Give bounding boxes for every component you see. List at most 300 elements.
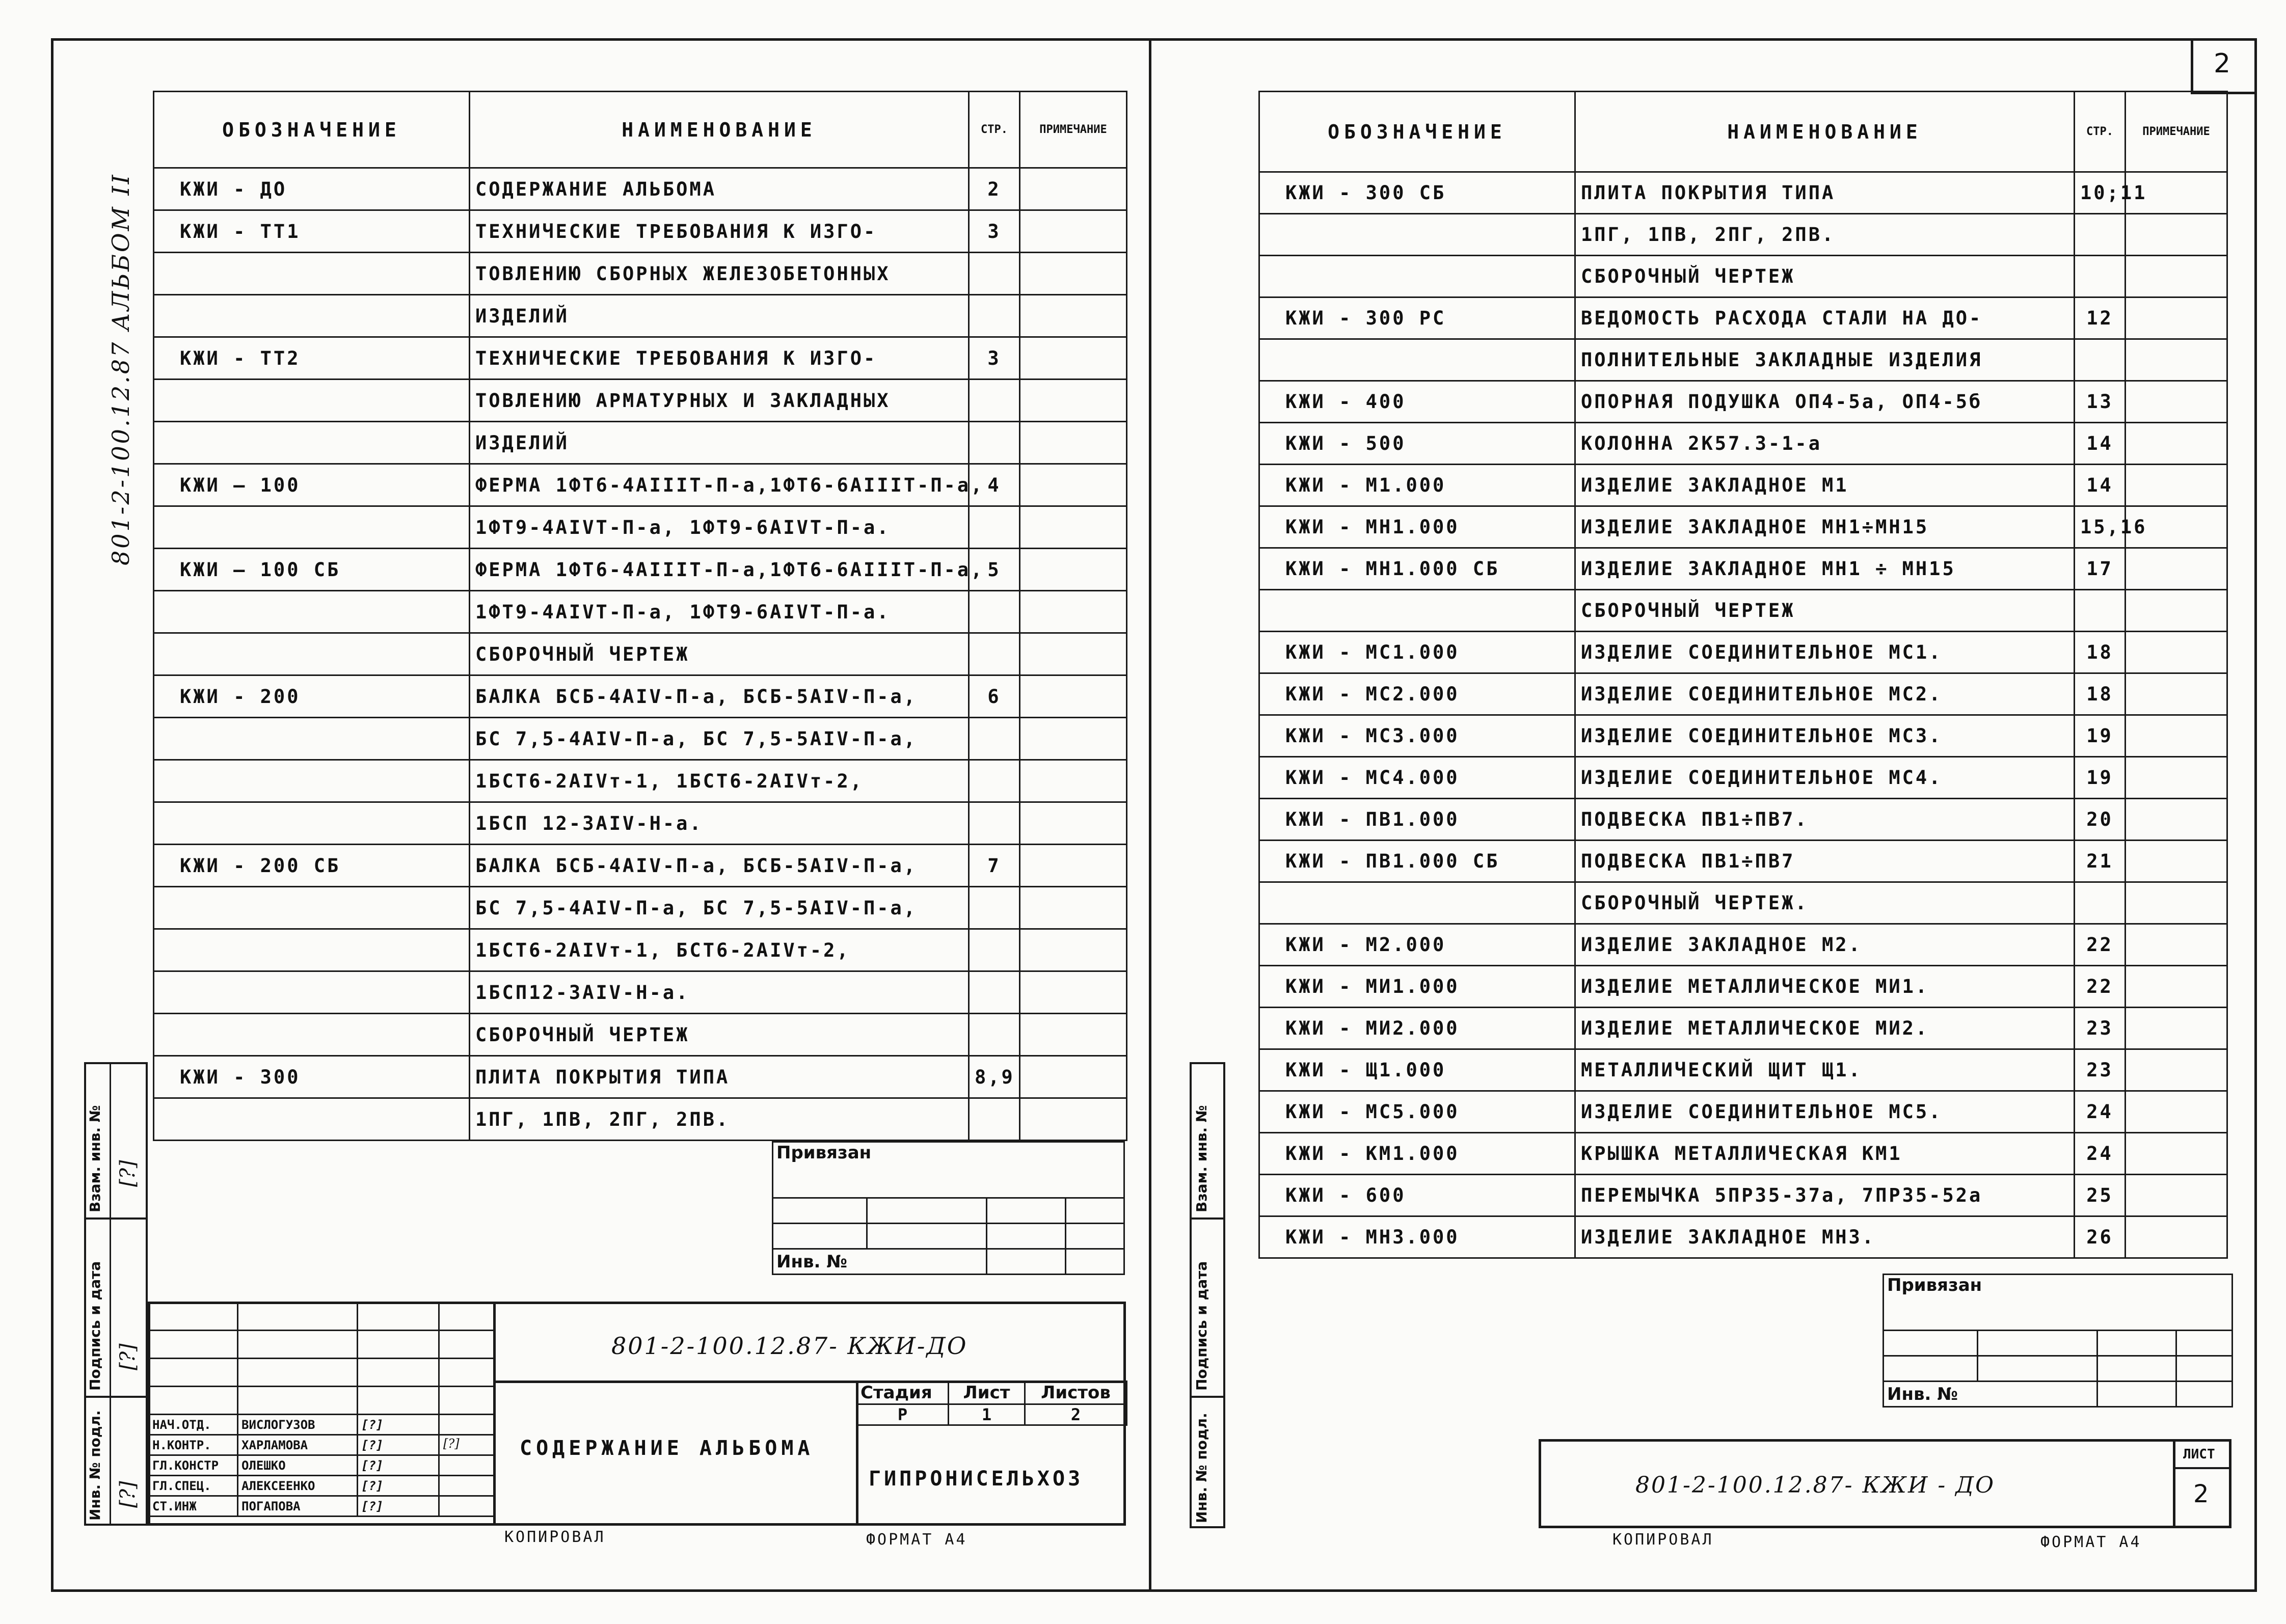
row-code (1259, 214, 1575, 256)
row-code (154, 633, 470, 675)
row-page (969, 422, 1020, 464)
row-name: КОЛОННА 2К57.3-1-а (1575, 423, 2075, 465)
row-note (1020, 845, 1127, 887)
row-note (1020, 295, 1127, 337)
row-note (1020, 1056, 1127, 1098)
row-code: КЖИ - КМ1.000 (1259, 1133, 1575, 1175)
row-page (969, 802, 1020, 845)
row-page: 20 (2075, 799, 2126, 841)
row-name: ИЗДЕЛИЕ СОЕДИНИТЕЛЬНОЕ МС2. (1575, 673, 2075, 715)
row-page: 26 (2075, 1216, 2126, 1258)
row-note (2126, 590, 2227, 632)
table-row (1259, 381, 2227, 423)
header-note: ПРИМЕЧАНИЕ (2126, 92, 2227, 172)
side-label-podpis: Подпись и дата (87, 1261, 103, 1391)
row-page (969, 971, 1020, 1014)
row-page (2075, 590, 2126, 632)
row-name: ИЗДЕЛИЕ МЕТАЛЛИЧЕСКОЕ МИ1. (1575, 966, 2075, 1008)
row-page: 5 (969, 549, 1020, 591)
header-note: ПРИМЕЧАНИЕ (1020, 92, 1127, 168)
doc-title: СОДЕРЖАНИЕ АЛЬБОМА (520, 1437, 814, 1460)
table-row (154, 210, 1127, 253)
row-name: СОДЕРЖАНИЕ АЛЬБОМА (470, 168, 969, 210)
row-page: 19 (2075, 715, 2126, 757)
row-note (2126, 924, 2227, 966)
side-label-vzam: Взам. инв. № (1193, 1105, 1210, 1212)
designation: 801-2-100.12.87- КЖИ-ДО (611, 1332, 968, 1360)
row-note (1020, 380, 1127, 422)
table-row (154, 887, 1127, 929)
row-code (1259, 339, 1575, 381)
row-note (1020, 1098, 1127, 1141)
row-name: БАЛКА БСБ-4АIV-П-а, БСБ-5АIV-П-а, (470, 845, 969, 887)
staff-name: ПОГАПОВА (238, 1496, 358, 1517)
row-code: КЖИ - 600 (1259, 1175, 1575, 1216)
row-note (1020, 549, 1127, 591)
table-row (1259, 715, 2227, 757)
side-label-inv: Инв. № подл. (87, 1410, 103, 1521)
row-name: СБОРОЧНЫЙ ЧЕРТЕЖ. (1575, 882, 2075, 924)
table-row (1259, 1049, 2227, 1091)
row-note (2126, 882, 2227, 924)
table-row (1259, 841, 2227, 882)
row-page: 14 (2075, 423, 2126, 465)
row-note (2126, 214, 2227, 256)
row-page: 23 (2075, 1049, 2126, 1091)
left-contents-table (153, 91, 1127, 1141)
inv-no-label: Инв. № (776, 1251, 848, 1272)
table-row (1259, 506, 2227, 548)
row-note (1020, 253, 1127, 295)
row-code: КЖИ - ТТ1 (154, 210, 470, 253)
row-note (1020, 887, 1127, 929)
row-page: 4 (969, 464, 1020, 506)
table-row (154, 380, 1127, 422)
row-code: КЖИ - М2.000 (1259, 924, 1575, 966)
staff-name: АЛЕКСЕЕНКО (238, 1476, 358, 1496)
sheets-value: 2 (1025, 1404, 1127, 1425)
row-note (2126, 548, 2227, 590)
row-name: ТОВЛЕНИЮ СБОРНЫХ ЖЕЛЕЗОБЕТОННЫХ (470, 253, 969, 295)
row-page: 3 (969, 337, 1020, 380)
table-row (154, 549, 1127, 591)
row-name: ТЕХНИЧЕСКИЕ ТРЕБОВАНИЯ К ИЗГО- (470, 337, 969, 380)
row-name: 1БСТ6-2АIVт-1, 1БСТ6-2АIVт-2, (470, 760, 969, 802)
table-row (154, 760, 1127, 802)
row-name: ИЗДЕЛИЙ (470, 422, 969, 464)
table-row (1259, 757, 2227, 799)
staff-row (149, 1415, 495, 1435)
row-name: ПОДВЕСКА ПВ1÷ПВ7. (1575, 799, 2075, 841)
side-inv-handwritten: [?] (116, 1481, 140, 1508)
row-code (154, 506, 470, 549)
table-row (154, 168, 1127, 210)
row-name: КРЫШКА МЕТАЛЛИЧЕСКАЯ КМ1 (1575, 1133, 2075, 1175)
row-page: 3 (969, 210, 1020, 253)
table-row (1259, 172, 2227, 214)
table-row (1259, 799, 2227, 841)
organization: ГИПРОНИСЕЛЬХОЗ (869, 1467, 1084, 1491)
row-code: КЖИ - 500 (1259, 423, 1575, 465)
table-row (1259, 297, 2227, 339)
table-row (154, 591, 1127, 633)
row-note (2126, 381, 2227, 423)
privyazan-block-right (1882, 1274, 2233, 1408)
inv-no-label: Инв. № (1887, 1384, 1958, 1404)
right-contents-table (1258, 91, 2228, 1259)
album-mark: 801-2-100.12.87 АЛЬБОМ II (107, 173, 135, 565)
row-name: СБОРОЧНЫЙ ЧЕРТЕЖ (470, 1014, 969, 1056)
row-note (2126, 841, 2227, 882)
table-row (154, 675, 1127, 718)
row-note (1020, 633, 1127, 675)
stage-label: Стадия (857, 1382, 949, 1404)
row-name: ИЗДЕЛИЕ ЗАКЛАДНОЕ МН3. (1575, 1216, 2075, 1258)
row-page: 22 (2075, 924, 2126, 966)
row-note (1020, 802, 1127, 845)
row-code: КЖИ - МИ2.000 (1259, 1008, 1575, 1049)
row-page (969, 633, 1020, 675)
row-name: БАЛКА БСБ-4АIV-П-а, БСБ-5АIV-П-а, (470, 675, 969, 718)
row-name: ТОВЛЕНИЮ АРМАТУРНЫХ И ЗАКЛАДНЫХ (470, 380, 969, 422)
row-note (2126, 799, 2227, 841)
table-row (154, 337, 1127, 380)
table-row (1259, 966, 2227, 1008)
row-page: 12 (2075, 297, 2126, 339)
row-name: ИЗДЕЛИЕ МЕТАЛЛИЧЕСКОЕ МИ2. (1575, 1008, 2075, 1049)
table-row (1259, 1008, 2227, 1049)
side-label-podpis: Подпись и дата (1193, 1261, 1210, 1391)
row-note (2126, 1133, 2227, 1175)
row-page (969, 591, 1020, 633)
row-note (2126, 673, 2227, 715)
table-row (154, 718, 1127, 760)
row-code (154, 929, 470, 971)
staff-signature: [?] (358, 1455, 439, 1476)
side-sign-handwritten: [?] (116, 1343, 140, 1370)
row-code: КЖИ - МН1.000 (1259, 506, 1575, 548)
side-label-vzam: Взам. инв. № (87, 1105, 103, 1212)
row-name: БС 7,5-4АIV-П-а, БС 7,5-5АIV-П-а, (470, 718, 969, 760)
row-code (154, 760, 470, 802)
table-row (1259, 632, 2227, 673)
staff-date (439, 1415, 495, 1435)
row-name: 1БСП12-3АIV-Н-а. (470, 971, 969, 1014)
stage-table (856, 1381, 1127, 1426)
row-name: ИЗДЕЛИЙ (470, 295, 969, 337)
table-row (1259, 673, 2227, 715)
row-note (2126, 423, 2227, 465)
row-code (1259, 256, 1575, 297)
header-name: НАИМЕНОВАНИЕ (470, 92, 969, 168)
table-row (1259, 339, 2227, 381)
table-row (1259, 590, 2227, 632)
row-page: 13 (2075, 381, 2126, 423)
row-page: 19 (2075, 757, 2126, 799)
row-name: 1БСТ6-2АIVт-1, БСТ6-2АIVт-2, (470, 929, 969, 971)
row-code: КЖИ - 300 СБ (1259, 172, 1575, 214)
row-page: 25 (2075, 1175, 2126, 1216)
row-page (969, 1098, 1020, 1141)
row-code: КЖИ - МС5.000 (1259, 1091, 1575, 1133)
staff-row (149, 1455, 495, 1476)
row-code: КЖИ - ПВ1.000 (1259, 799, 1575, 841)
header-page: СТР. (969, 92, 1020, 168)
row-page (2075, 214, 2126, 256)
sheet-label-right: ЛИСТ (2183, 1447, 2215, 1462)
staff-row (149, 1476, 495, 1496)
table-row (154, 295, 1127, 337)
row-page: 17 (2075, 548, 2126, 590)
format-label-left: ФОРМАТ А4 (866, 1531, 967, 1549)
row-code (154, 295, 470, 337)
row-note (1020, 422, 1127, 464)
designation-right: 801-2-100.12.87- КЖИ - ДО (1635, 1472, 1996, 1498)
privyazan-label: Привязан (1887, 1275, 1982, 1295)
row-code (154, 422, 470, 464)
table-row (1259, 924, 2227, 966)
copied-label-left: КОПИРОВАЛ (504, 1528, 606, 1546)
table-row (1259, 423, 2227, 465)
row-name: ТЕХНИЧЕСКИЕ ТРЕБОВАНИЯ К ИЗГО- (470, 210, 969, 253)
row-note (1020, 464, 1127, 506)
page-number: 2 (2214, 48, 2231, 79)
row-note (1020, 591, 1127, 633)
row-note (2126, 632, 2227, 673)
staff-role: ГЛ.КОНСТР (149, 1455, 238, 1476)
row-note (1020, 210, 1127, 253)
header-page: СТР. (2075, 92, 2126, 172)
row-code: КЖИ - МН1.000 СБ (1259, 548, 1575, 590)
row-code (154, 1014, 470, 1056)
row-page: 8,9 (969, 1056, 1020, 1098)
staff-role: СТ.ИНЖ (149, 1496, 238, 1517)
row-name: 1ФТ9-4АIVТ-П-а, 1ФТ9-6АIVТ-П-а. (470, 506, 969, 549)
row-note (2126, 465, 2227, 506)
staff-row (149, 1496, 495, 1517)
row-note (2126, 297, 2227, 339)
row-page: 24 (2075, 1091, 2126, 1133)
row-name: ПЛИТА ПОКРЫТИЯ ТИПА (1575, 172, 2075, 214)
row-name: ИЗДЕЛИЕ ЗАКЛАДНОЕ М2. (1575, 924, 2075, 966)
sheet-no-right: 2 (2193, 1480, 2209, 1508)
table-row (154, 971, 1127, 1014)
row-note (1020, 506, 1127, 549)
sheet-label: Лист (949, 1382, 1025, 1404)
right-strip-line-2 (1190, 1396, 1225, 1398)
table-row (1259, 1175, 2227, 1216)
row-code (154, 380, 470, 422)
row-page (2075, 256, 2126, 297)
row-code (1259, 590, 1575, 632)
row-name: 1ФТ9-4АIVТ-П-а, 1ФТ9-6АIVТ-П-а. (470, 591, 969, 633)
staff-name: ОЛЕШКО (238, 1455, 358, 1476)
row-code: КЖИ - МС2.000 (1259, 673, 1575, 715)
row-note (1020, 1014, 1127, 1056)
side-strip-line-2 (84, 1396, 148, 1398)
row-note (1020, 760, 1127, 802)
row-note (2126, 1091, 2227, 1133)
table-row (1259, 548, 2227, 590)
row-page: 24 (2075, 1133, 2126, 1175)
row-code: КЖИ - 300 РС (1259, 297, 1575, 339)
row-code: КЖИ - 300 (154, 1056, 470, 1098)
row-code: КЖИ - 200 СБ (154, 845, 470, 887)
row-code: КЖИ - М1.000 (1259, 465, 1575, 506)
row-name: ИЗДЕЛИЕ ЗАКЛАДНОЕ МН1÷МН15 (1575, 506, 2075, 548)
row-code: КЖИ — 100 (154, 464, 470, 506)
table-row (154, 464, 1127, 506)
signature-grid (148, 1302, 496, 1517)
table-row (154, 253, 1127, 295)
staff-name: ХАРЛАМОВА (238, 1435, 358, 1455)
side-strip-line-1 (84, 1217, 148, 1220)
row-page: 6 (969, 675, 1020, 718)
row-name: ПОЛНИТЕЛЬНЫЕ ЗАКЛАДНЫЕ ИЗДЕЛИЯ (1575, 339, 2075, 381)
row-name: 1ПГ, 1ПВ, 2ПГ, 2ПВ. (1575, 214, 2075, 256)
row-code: КЖИ - ПВ1.000 СБ (1259, 841, 1575, 882)
row-page (2075, 339, 2126, 381)
table-row (154, 929, 1127, 971)
table-row (1259, 1133, 2227, 1175)
row-note (2126, 966, 2227, 1008)
row-page: 23 (2075, 1008, 2126, 1049)
privyazan-label: Привязан (776, 1143, 872, 1163)
row-code: КЖИ - Щ1.000 (1259, 1049, 1575, 1091)
row-name: СБОРОЧНЫЙ ЧЕРТЕЖ (1575, 256, 2075, 297)
row-name: МЕТАЛЛИЧЕСКИЙ ЩИТ Щ1. (1575, 1049, 2075, 1091)
staff-date (439, 1496, 495, 1517)
table-row (1259, 465, 2227, 506)
row-name: 1БСП 12-3АIV-Н-а. (470, 802, 969, 845)
side-strip-divider (110, 1062, 111, 1526)
table-row (154, 845, 1127, 887)
row-note (2126, 339, 2227, 381)
table-row (154, 1014, 1127, 1056)
row-name: ВЕДОМОСТЬ РАСХОДА СТАЛИ НА ДО- (1575, 297, 2075, 339)
row-page: 18 (2075, 673, 2126, 715)
format-label-right: ФОРМАТ А4 (2040, 1533, 2142, 1551)
row-page: 10;11 (2075, 172, 2126, 214)
row-code (154, 887, 470, 929)
row-page: 22 (2075, 966, 2126, 1008)
row-name: ПЕРЕМЫЧКА 5ПР35-37а, 7ПР35-52а (1575, 1175, 2075, 1216)
sheets-label: Листов (1025, 1382, 1127, 1404)
table-row (154, 802, 1127, 845)
row-note (2126, 1175, 2227, 1216)
sheet-value: 1 (949, 1404, 1025, 1425)
staff-role: НАЧ.ОТД. (149, 1415, 238, 1435)
staff-date (439, 1455, 495, 1476)
table-row (154, 506, 1127, 549)
row-code: КЖИ - 200 (154, 675, 470, 718)
table-row (1259, 256, 2227, 297)
header-code: ОБОЗНАЧЕНИЕ (154, 92, 470, 168)
staff-signature: [?] (358, 1415, 439, 1435)
row-page: 2 (969, 168, 1020, 210)
row-code (154, 971, 470, 1014)
staff-role: Н.КОНТР. (149, 1435, 238, 1455)
copied-label-right: КОПИРОВАЛ (1612, 1531, 1714, 1549)
row-name: БС 7,5-4АIV-П-а, БС 7,5-5АIV-П-а, (470, 887, 969, 929)
staff-date (439, 1476, 495, 1496)
row-note (1020, 929, 1127, 971)
row-name: ИЗДЕЛИЕ ЗАКЛАДНОЕ М1 (1575, 465, 2075, 506)
table-row (1259, 214, 2227, 256)
row-name: ФЕРМА 1ФТ6-4АIIIТ-П-а,1ФТ6-6АIIIТ-П-а, (470, 464, 969, 506)
row-code (154, 1098, 470, 1141)
row-code: КЖИ - МС4.000 (1259, 757, 1575, 799)
row-page: 18 (2075, 632, 2126, 673)
row-note (2126, 1049, 2227, 1091)
sheet-box-divider (2173, 1467, 2231, 1469)
row-page (969, 253, 1020, 295)
row-page (969, 380, 1020, 422)
row-code (154, 591, 470, 633)
row-page: 7 (969, 845, 1020, 887)
row-note (1020, 337, 1127, 380)
row-code: КЖИ - МС3.000 (1259, 715, 1575, 757)
side-label-inv: Инв. № подл. (1193, 1413, 1210, 1523)
table-row (154, 422, 1127, 464)
row-name: ИЗДЕЛИЕ СОЕДИНИТЕЛЬНОЕ МС1. (1575, 632, 2075, 673)
row-page (969, 929, 1020, 971)
row-name: ОПОРНАЯ ПОДУШКА ОП4-5а, ОП4-5б (1575, 381, 2075, 423)
row-name: ФЕРМА 1ФТ6-4АIIIТ-П-а,1ФТ6-6АIIIТ-П-а, (470, 549, 969, 591)
staff-signature: [?] (358, 1496, 439, 1517)
row-note (2126, 1216, 2227, 1258)
row-page (969, 718, 1020, 760)
row-name: ПОДВЕСКА ПВ1÷ПВ7 (1575, 841, 2075, 882)
row-page (969, 760, 1020, 802)
row-note (1020, 971, 1127, 1014)
signature-date-handwritten: [?] (443, 1437, 460, 1451)
row-note (1020, 168, 1127, 210)
row-note (2126, 757, 2227, 799)
row-note (2126, 1008, 2227, 1049)
right-strip-line-1 (1190, 1217, 1225, 1220)
table-row (154, 1056, 1127, 1098)
row-note (1020, 718, 1127, 760)
row-note (2126, 256, 2227, 297)
staff-name: ВИСЛОГУЗОВ (238, 1415, 358, 1435)
table-row (1259, 1216, 2227, 1258)
row-page (969, 295, 1020, 337)
row-code: КЖИ - 400 (1259, 381, 1575, 423)
header-name: НАИМЕНОВАНИЕ (1575, 92, 2075, 172)
row-page (969, 506, 1020, 549)
row-code (1259, 882, 1575, 924)
row-page: 14 (2075, 465, 2126, 506)
row-code: КЖИ - ДО (154, 168, 470, 210)
row-code: КЖИ - МС1.000 (1259, 632, 1575, 673)
table-row (1259, 882, 2227, 924)
staff-signature: [?] (358, 1435, 439, 1455)
privyazan-block (772, 1141, 1125, 1275)
row-code: КЖИ — 100 СБ (154, 549, 470, 591)
staff-signature: [?] (358, 1476, 439, 1496)
row-page (969, 887, 1020, 929)
row-code: КЖИ - ТТ2 (154, 337, 470, 380)
row-name: 1ПГ, 1ПВ, 2ПГ, 2ПВ. (470, 1098, 969, 1141)
row-name: ИЗДЕЛИЕ ЗАКЛАДНОЕ МН1 ÷ МН15 (1575, 548, 2075, 590)
row-code: КЖИ - МН3.000 (1259, 1216, 1575, 1258)
row-page: 21 (2075, 841, 2126, 882)
table-row (154, 633, 1127, 675)
table-row (154, 1098, 1127, 1141)
row-page: 15,16 (2075, 506, 2126, 548)
staff-role: ГЛ.СПЕЦ. (149, 1476, 238, 1496)
